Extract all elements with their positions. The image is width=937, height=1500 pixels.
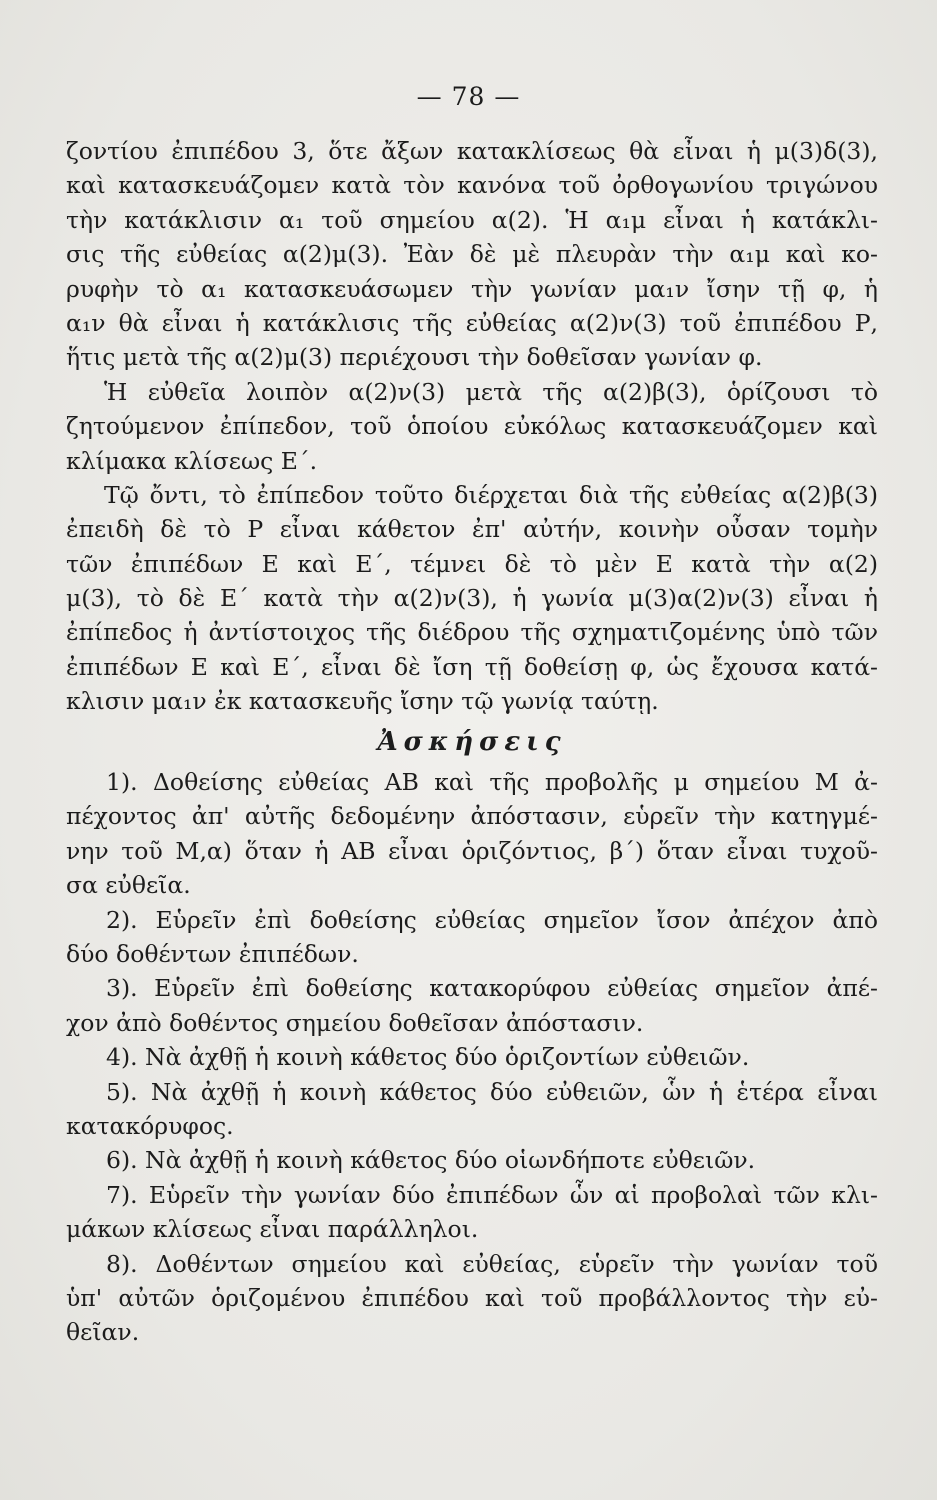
text-line: ὑπ' αὐτῶν ὁριζομένου ἐπιπέδου καὶ τοῦ προβάλλοντος τὴν εὐ- [66,1283,878,1312]
text-line: 4). Νὰ ἀχθῇ ἡ κοινὴ κάθετος δύο ὁριζοντίων εὐθειῶν. [106,1043,750,1072]
text-line: χον ἀπὸ δοθέντος σημείου δοθεῖσαν ἀπόστασιν. [66,1008,644,1037]
text-line: δύο δοθέντων ἐπιπέδων. [66,939,359,968]
exercise-item [66,971,878,1040]
section-heading: Ἀσκήσεις [377,726,567,757]
text-line: μ(3), τὸ δὲ Ε΄ κατὰ τὴν α(2)ν(3), ἡ γωνία μ(3)α(2)ν(3) εἶναι ἡ [66,584,878,613]
exercise-item [66,1040,878,1074]
text-line: 7). Εὑρεῖν τὴν γωνίαν δύο ἐπιπέδων ὧν αἱ προβολαὶ τῶν κλι- [106,1180,878,1209]
text-line: 3). Εὑρεῖν ἐπὶ δοθείσης κατακορύφου εὐθείας σημεῖον ἀπέ- [106,974,878,1003]
exercise-item [66,765,878,903]
paragraph [66,478,878,719]
text-line: ἐπίπεδος ἡ ἀντίστοιχος τῆς διέδρου τῆς σχηματιζομένης ὑπὸ τῶν [66,618,878,647]
text-line: τῶν ἐπιπέδων Ε καὶ Ε΄, τέμνει δὲ τὸ μὲν Ε κατὰ τὴν α(2) [66,549,878,578]
text-line: ζοντίου ἐπιπέδου 3, ὅτε ἄξων κατακλίσεως θὰ εἶναι ἡ μ(3)δ(3), [66,137,878,165]
text-line: κλίμακα κλίσεως Ε΄. [66,446,318,475]
exercise-item [66,903,878,972]
page-number: — 78 — [416,82,521,111]
paragraph [66,375,878,478]
text-line: ἐπειδὴ δὲ τὸ Ρ εἶναι κάθετον ἐπ' αὐτήν, κοινὴν οὖσαν τομὴν [66,515,878,544]
text-line: 1). Δοθείσης εὐθείας ΑΒ καὶ τῆς προβολῆς μ σημείου Μ ἀ- [106,768,878,797]
text-line: ἐπιπέδων Ε καὶ Ε΄, εἶναι δὲ ἴση τῇ δοθείσῃ φ, ὡς ἔχουσα κατά- [66,652,878,681]
text-line: 5). Νὰ ἀχθῇ ἡ κοινὴ κάθετος δύο εὐθειῶν, ὧν ἡ ἑτέρα εἶναι [106,1077,878,1106]
text-line: κλισιν μα₁ν ἐκ κατασκευῆς ἴσην τῷ γωνίᾳ ταύτῃ. [66,687,659,716]
text-line: α₁ν θὰ εἶναι ἡ κατάκλισις τῆς εὐθείας α(2)ν(3) τοῦ ἐπιπέδου Ρ, [66,308,878,337]
text-line: Ἡ εὐθεῖα λοιπὸν α(2)ν(3) μετὰ τῆς α(2)β(3), ὁρίζουσι τὸ [104,377,878,406]
text-line: 6). Νὰ ἀχθῇ ἡ κοινὴ κάθετος δύο οἱωνδήποτε εὐθειῶν. [106,1146,756,1175]
text-line: ἥτις μετὰ τῆς α(2)μ(3) περιέχουσι τὴν δοθεῖσαν γωνίαν φ. [66,343,763,372]
paragraph [66,134,878,375]
text-line: Τῷ ὄντι, τὸ ἐπίπεδον τοῦτο διέρχεται διὰ τῆς εὐθείας α(2)β(3) [104,480,878,509]
exercise-item [66,1247,878,1350]
text-line: ζητούμενον ἐπίπεδον, τοῦ ὁποίου εὐκόλως κατασκευάζομεν καὶ [66,412,878,441]
body-text [66,134,878,1350]
text-line: 2). Εὑρεῖν ἐπὶ δοθείσης εὐθείας σημεῖον ἴσον ἀπέχον ἀπὸ [106,905,878,934]
text-line: καὶ κατασκευάζομεν κατὰ τὸν κανόνα τοῦ ὀρθογωνίου τριγώνου [66,171,878,200]
text-line: θεῖαν. [66,1318,140,1347]
text-line: σα εὐθεῖα. [66,871,191,900]
text-line: κατακόρυφος. [66,1111,234,1140]
text-line: τὴν κατάκλισιν α₁ τοῦ σημείου α(2). Ἡ α₁μ εἶναι ἡ κατάκλι- [66,205,878,234]
text-line: 8). Δοθέντων σημείου καὶ εὐθείας, εὑρεῖν τὴν γωνίαν τοῦ [106,1249,878,1278]
exercise-item [66,1178,878,1247]
text-line: ρυφὴν τὸ α₁ κατασκευάσωμεν τὴν γωνίαν μα₁ν ἴσην τῇ φ, ἡ [66,274,878,303]
text-line: σις τῆς εὐθείας α(2)μ(3). Ἐὰν δὲ μὲ πλευρὰν τὴν α₁μ καὶ κο- [66,240,878,269]
exercise-item [66,1075,878,1144]
exercise-item [66,1143,878,1177]
text-line: μάκων κλίσεως εἶναι παράλληλοι. [66,1215,479,1244]
text-line: νην τοῦ Μ,α) ὅταν ἡ ΑΒ εἶναι ὁριζόντιος, β΄) ὅταν εἶναι τυχοῦ- [66,836,878,865]
text-line: πέχοντος ἀπ' αὐτῆς δεδομένην ἀπόστασιν, εὑρεῖν τὴν κατηγμέ- [66,802,878,831]
